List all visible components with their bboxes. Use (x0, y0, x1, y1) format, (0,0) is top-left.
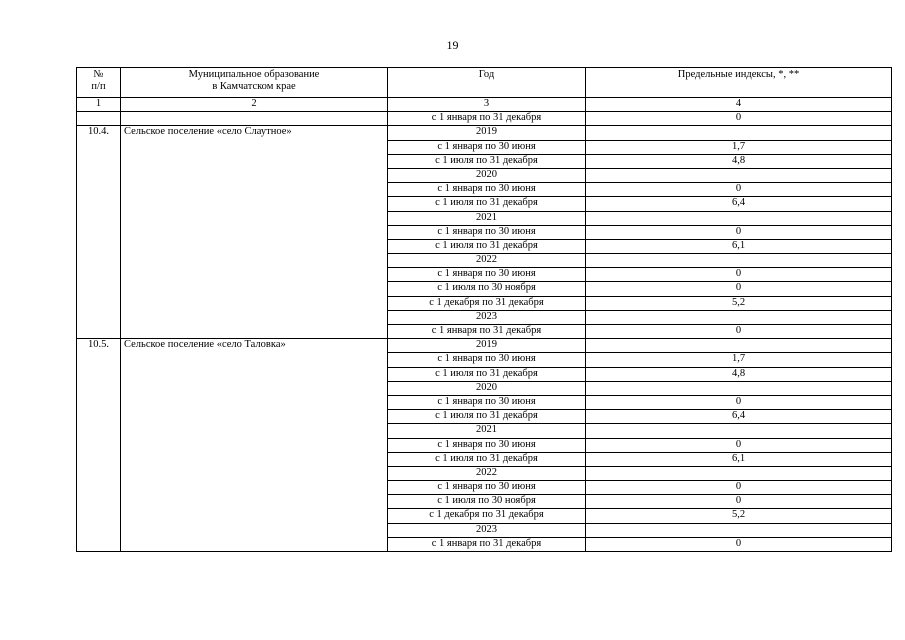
number-cell (77, 112, 121, 126)
index-cell: 1,7 (586, 353, 892, 367)
period-cell: с 1 июля по 31 декабря (388, 197, 586, 211)
period-cell: 2021 (388, 211, 586, 225)
period-cell: 2019 (388, 339, 586, 353)
period-cell: с 1 января по 30 июня (388, 225, 586, 239)
index-cell: 0 (586, 225, 892, 239)
period-cell: с 1 июля по 31 декабря (388, 239, 586, 253)
period-cell: с 1 января по 30 июня (388, 140, 586, 154)
period-cell: с 1 декабря по 31 декабря (388, 296, 586, 310)
period-cell: с 1 января по 31 декабря (388, 325, 586, 339)
table-body (77, 68, 892, 552)
page-number: 19 (446, 38, 459, 52)
index-cell (586, 424, 892, 438)
header-year: Год (388, 68, 586, 98)
index-cell: 0 (586, 481, 892, 495)
index-cell: 6,4 (586, 410, 892, 424)
period-cell: с 1 января по 30 июня (388, 481, 586, 495)
index-cell (586, 211, 892, 225)
index-cell: 0 (586, 438, 892, 452)
index-cell (586, 339, 892, 353)
index-cell: 4,8 (586, 367, 892, 381)
column-number: 2 (121, 98, 388, 112)
period-cell: с 1 января по 30 июня (388, 183, 586, 197)
table-row (77, 112, 892, 126)
column-number-row (77, 98, 892, 112)
index-cell: 1,7 (586, 140, 892, 154)
municipality-cell (121, 112, 388, 126)
period-cell: с 1 июля по 30 ноября (388, 282, 586, 296)
period-cell: с 1 января по 30 июня (388, 268, 586, 282)
period-cell: с 1 июля по 31 декабря (388, 452, 586, 466)
index-cell: 5,2 (586, 509, 892, 523)
index-cell: 0 (586, 183, 892, 197)
section-number: 10.5. (77, 339, 121, 552)
index-cell (586, 310, 892, 324)
index-cell: 5,2 (586, 296, 892, 310)
period-cell: с 1 декабря по 31 декабря (388, 509, 586, 523)
index-cell (586, 466, 892, 480)
column-number: 1 (77, 98, 121, 112)
header-number: № п/п (77, 68, 121, 98)
column-number: 3 (388, 98, 586, 112)
period-cell: 2023 (388, 310, 586, 324)
period-cell: 2021 (388, 424, 586, 438)
index-cell: 6,1 (586, 452, 892, 466)
index-cell (586, 168, 892, 182)
municipality-name: Сельское поселение «село Таловка» (121, 339, 388, 552)
index-cell (586, 381, 892, 395)
table-row (77, 126, 892, 140)
period-cell: с 1 января по 31 декабря (388, 112, 586, 126)
index-cell: 0 (586, 537, 892, 551)
period-cell: 2019 (388, 126, 586, 140)
period-cell: с 1 июля по 31 декабря (388, 154, 586, 168)
period-cell: 2023 (388, 523, 586, 537)
column-number: 4 (586, 98, 892, 112)
period-cell: 2022 (388, 466, 586, 480)
index-cell: 0 (586, 268, 892, 282)
period-cell: с 1 июля по 31 декабря (388, 367, 586, 381)
index-cell: 0 (586, 282, 892, 296)
header-indices: Предельные индексы, *, ** (586, 68, 892, 98)
table-row (77, 339, 892, 353)
table-header-row (77, 68, 892, 98)
period-cell: с 1 января по 31 декабря (388, 537, 586, 551)
index-cell: 6,4 (586, 197, 892, 211)
period-cell: с 1 января по 30 июня (388, 438, 586, 452)
index-cell (586, 254, 892, 268)
period-cell: с 1 июля по 30 ноября (388, 495, 586, 509)
period-cell: с 1 января по 30 июня (388, 395, 586, 409)
index-cell: 0 (586, 495, 892, 509)
section-number: 10.4. (77, 126, 121, 339)
period-cell: с 1 января по 30 июня (388, 353, 586, 367)
period-cell: 2020 (388, 381, 586, 395)
index-cell: 0 (586, 112, 892, 126)
index-cell: 4,8 (586, 154, 892, 168)
index-cell: 0 (586, 325, 892, 339)
index-cell (586, 523, 892, 537)
period-cell: 2022 (388, 254, 586, 268)
index-cell: 0 (586, 395, 892, 409)
municipality-name: Сельское поселение «село Слаутное» (121, 126, 388, 339)
period-cell: 2020 (388, 168, 586, 182)
index-cell: 6,1 (586, 239, 892, 253)
period-cell: с 1 июля по 31 декабря (388, 410, 586, 424)
header-municipality: Муниципальное образование в Камчатском крае (121, 68, 388, 98)
tariff-index-table (76, 67, 892, 552)
index-cell (586, 126, 892, 140)
